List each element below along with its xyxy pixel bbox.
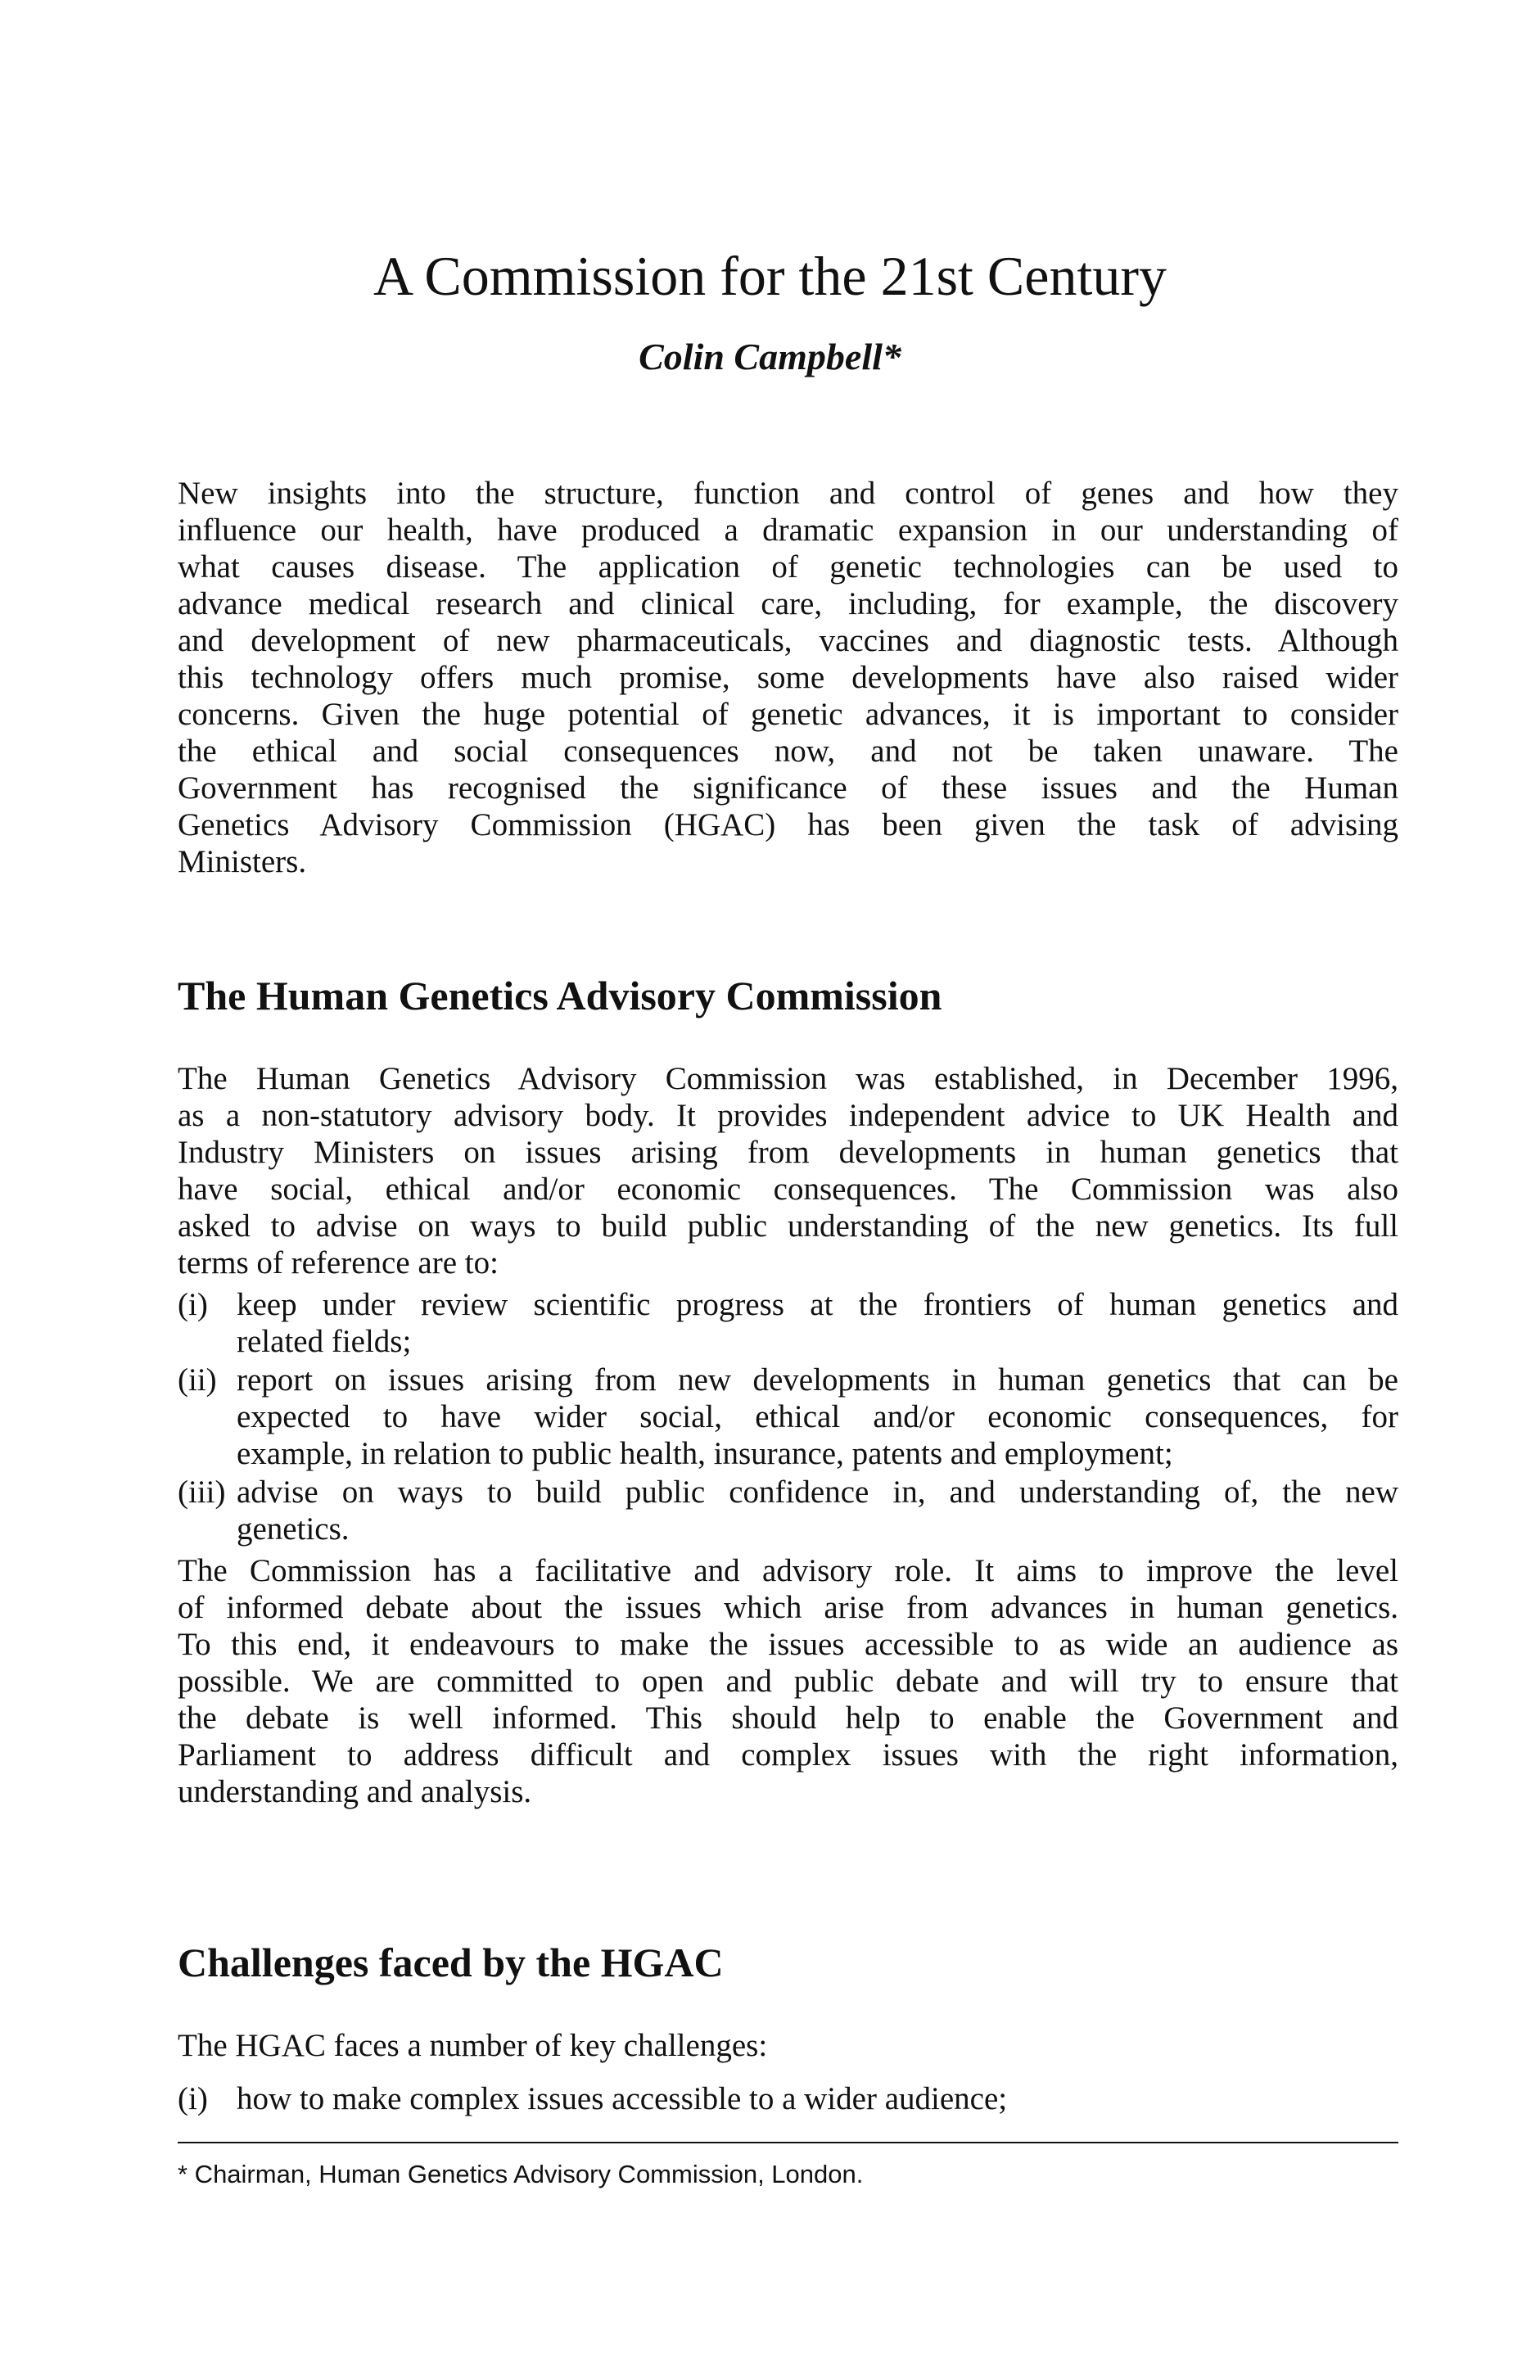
- text-line: this technology offers much promise, some developments have also raised wider: [178, 660, 1398, 695]
- list-item-text: [237, 1286, 1398, 1360]
- section1-paragraph-2: [178, 1552, 1398, 1810]
- text-line: Parliament to address difficult and complex issues with the right information,: [178, 1737, 1398, 1773]
- text-line: advise on ways to build public confidence in, and understanding of, the new: [237, 1475, 1398, 1510]
- text-line: Industry Ministers on issues arising from developments in human genetics that: [178, 1135, 1398, 1170]
- list-item-label: (i): [178, 1287, 208, 1322]
- list-item-label: (i): [178, 2081, 208, 2116]
- text-line: how to make complex issues accessible to a wider audience;: [237, 2081, 1008, 2116]
- list-item-label: (ii): [178, 1362, 217, 1398]
- list-item-text: [237, 1362, 1398, 1472]
- text-line: related fields;: [237, 1324, 412, 1359]
- text-line: have social, ethical and/or economic consequences. The Commission was also: [178, 1172, 1398, 1207]
- text-line: possible. We are committed to open and public debate and will try to ensure that: [178, 1664, 1398, 1699]
- text-line: Government has recognised the significance of these issues and the Human: [178, 770, 1398, 806]
- list-item-text: [237, 2080, 1398, 2117]
- text-line: advance medical research and clinical care, including, for example, the discovery: [178, 586, 1398, 621]
- list-item: [178, 1474, 1398, 1547]
- section-heading: Challenges faced by the HGAC: [178, 1940, 724, 1985]
- text-line: example, in relation to public health, insurance, patents and employment;: [237, 1436, 1173, 1471]
- text-line: asked to advise on ways to build public understanding of the new genetics. Its full: [178, 1208, 1398, 1244]
- footnote: * Chairman, Human Genetics Advisory Commission, London.: [178, 2160, 864, 2188]
- text-line: what causes disease. The application of genetic technologies can be used to: [178, 549, 1398, 585]
- section1-paragraph: [178, 1060, 1398, 1281]
- text-line: and development of new pharmaceuticals, vaccines and diagnostic tests. Although: [178, 623, 1398, 658]
- text-line: Genetics Advisory Commission (HGAC) has been given the task of advising: [178, 807, 1398, 842]
- footnote-rule: [178, 2142, 1398, 2143]
- text-line: concerns. Given the huge potential of genetic advances, it is important to consider: [178, 697, 1398, 732]
- list-item: [178, 2080, 1398, 2117]
- section2-body: [178, 2027, 1398, 2117]
- list-item-text: [237, 1474, 1398, 1547]
- text-line: keep under review scientific progress at the frontiers of human genetics and: [237, 1287, 1398, 1322]
- text-line: The Commission has a facilitative and advisory role. It aims to improve the level: [178, 1553, 1398, 1588]
- list-item-label: (iii): [178, 1475, 226, 1510]
- text-line: the debate is well informed. This should help to enable the Government and: [178, 1700, 1398, 1736]
- text-line: influence our health, have produced a dramatic expansion in our understanding of: [178, 513, 1398, 548]
- text-line: understanding and analysis.: [178, 1774, 532, 1809]
- text-line: Ministers.: [178, 844, 307, 879]
- terms-of-reference-list: [178, 1286, 1398, 1547]
- article-title: A Commission for the 21st Century: [373, 245, 1167, 307]
- intro-paragraph: [178, 475, 1398, 880]
- text-line: New insights into the structure, function and control of genes and how they: [178, 476, 1398, 511]
- text-line: The HGAC faces a number of key challenges:: [178, 2028, 768, 2063]
- text-line: as a non-statutory advisory body. It provides independent advice to UK Health and: [178, 1098, 1398, 1133]
- author-name: Colin Campbell*: [639, 336, 901, 377]
- section-heading: The Human Genetics Advisory Commission: [178, 973, 942, 1018]
- text-line: terms of reference are to:: [178, 1245, 499, 1280]
- section1-body: [178, 1060, 1398, 1810]
- text-line: report on issues arising from new developments in human genetics that can be: [237, 1362, 1398, 1398]
- text-line: the ethical and social consequences now, and not be taken unaware. The: [178, 734, 1398, 769]
- list-item: [178, 1286, 1398, 1360]
- text-line: The Human Genetics Advisory Commission was established, in December 1996,: [178, 1061, 1398, 1096]
- section2-paragraph: [178, 2027, 1398, 2064]
- challenges-list: [178, 2080, 1398, 2117]
- text-line: of informed debate about the issues which arise from advances in human genetics.: [178, 1590, 1398, 1625]
- text-line: To this end, it endeavours to make the issues accessible to as wide an audience as: [178, 1627, 1398, 1662]
- text-line: expected to have wider social, ethical and/or economic consequences, for: [237, 1399, 1398, 1434]
- list-item: [178, 1362, 1398, 1472]
- text-line: genetics.: [237, 1511, 350, 1547]
